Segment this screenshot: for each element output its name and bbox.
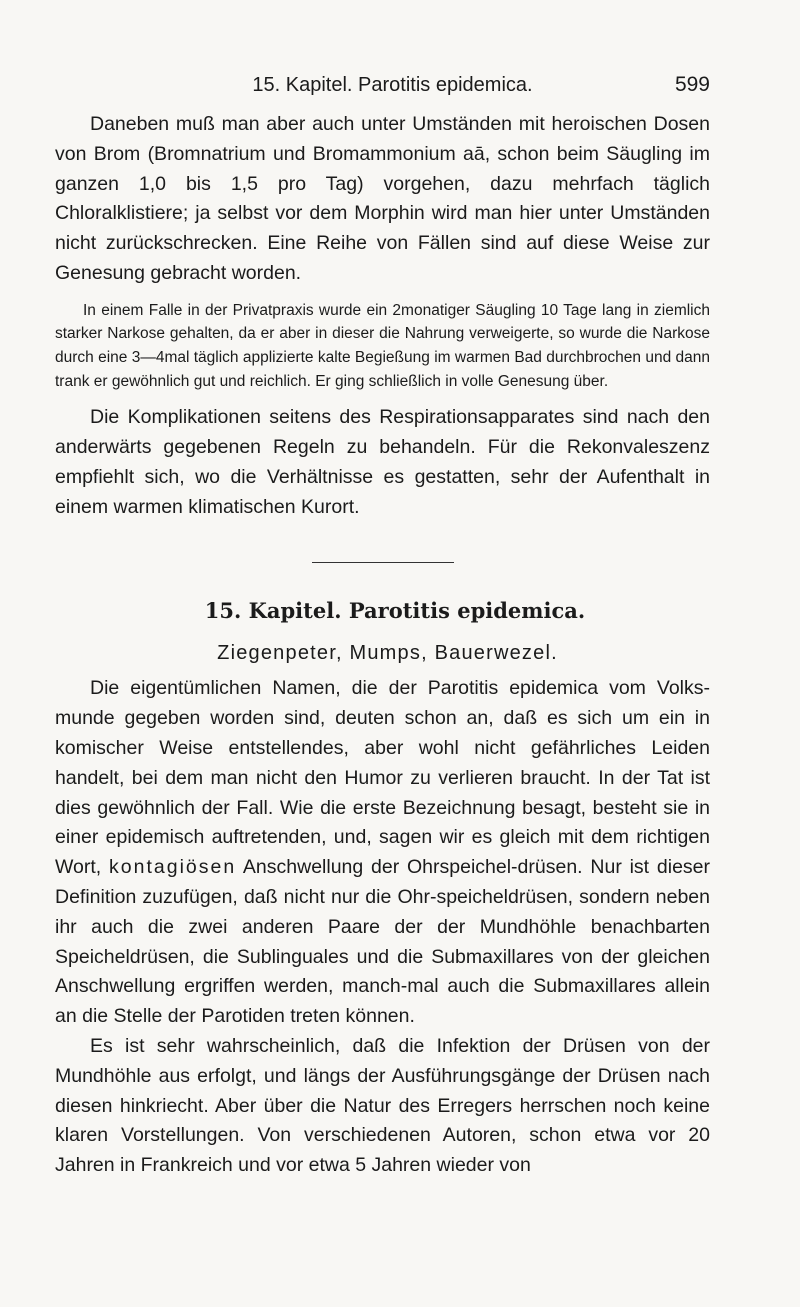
book-page xyxy=(55,70,710,1181)
paragraph-text-part: Anschwellung der Ohrspeichel-drüsen. Nur ist dieser Definition zuzufügen, daß nicht nur die Ohr-speicheldrüsen, sondern neben ihr auch die zwei anderen Paare der der Mundhöhle benachbarten Speicheldrüsen, die Sublinguales und die Submaxillares von der gleichen Anschwellung ergriffen werden, manch-mal auch die Submaxillares allein an die Stelle der Parotiden treten können. xyxy=(55,856,710,1028)
case-note-small-print: In einem Falle in der Privatpraxis wurde ein 2monatiger Säugling 10 Tage lang in ziemlich starker Narkose gehalten, da er aber in dieser die Nahrung verweigerte, so wurde die Narkose durch eine 3—4mal täglich applizierte kalte Begießung im warmen Bad durchbrochen und dann trank er gewöhnlich gut und reichlich. Er ging schließlich in volle Genesung über. xyxy=(55,301,710,390)
paragraph-parotitis-definition xyxy=(55,674,710,1032)
chapter-subtitle: Ziegenpeter, Mumps, Bauerwezel. xyxy=(217,642,558,665)
paragraph-infection-route: Es ist sehr wahrscheinlich, daß die Infektion der Drüsen von der Mundhöhle aus erfolgt, und längs der Ausführungsgänge der Drüsen nach diesen hinkriecht. Aber über die Natur des Erregers herrschen noch keine klaren Vorstellungen. Von verschiedenen Autoren, schon etwa vor 20 Jahren in Frankreich und vor etwa 5 Jahren wieder von xyxy=(55,1034,710,1177)
running-head xyxy=(55,70,710,110)
running-head-title: 15. Kapitel. Parotitis epidemica. xyxy=(252,74,533,96)
paragraph-respiratory-complications: Die Komplikationen seitens des Respirationsapparates sind nach den anderwärts gegebenen Regeln zu behandeln. Für die Rekonvaleszenz empfiehlt sich, wo die Verhältnisse es gestatten, sehr der Aufenthalt in einem warmen klimatischen Kurort. xyxy=(55,406,710,518)
page-number: 599 xyxy=(674,73,710,96)
paragraph-text-part: Die eigentümlichen Namen, die der Parotitis epidemica vom Volks-munde gegeben worden sind, deuten schon an, daß es sich um ein in komischer Weise entstellendes, aber wohl nicht gefährliches Leiden handelt, bei dem man nicht den Humor zu verlieren braucht. In der Tat ist dies gewöhnlich der Fall. Wie die erste Bezeichnung besagt, besteht sie in einer epidemisch auftretenden, und, sagen wir es gleich mit dem richtigen Wort, xyxy=(55,677,710,879)
chapter-heading: 15. Kapitel. Parotitis epidemica. xyxy=(204,598,586,624)
section-divider xyxy=(312,562,454,563)
emphasized-term: kontagiösen xyxy=(109,856,237,879)
paragraph-bromine-treatment: Daneben muß man aber auch unter Umständen mit heroischen Dosen von Brom (Bromnatrium und Bromammonium aā, schon beim Säugling im ganzen 1,0 bis 1,5 pro Tag) vorgehen, dazu mehrfach täglich Chloralklistiere; ja selbst vor dem Morphin wird man hier unter Umständen nicht zurückschrecken. Eine Reihe von Fällen sind auf diese Weise zur Genesung gebracht worden. xyxy=(55,113,710,284)
